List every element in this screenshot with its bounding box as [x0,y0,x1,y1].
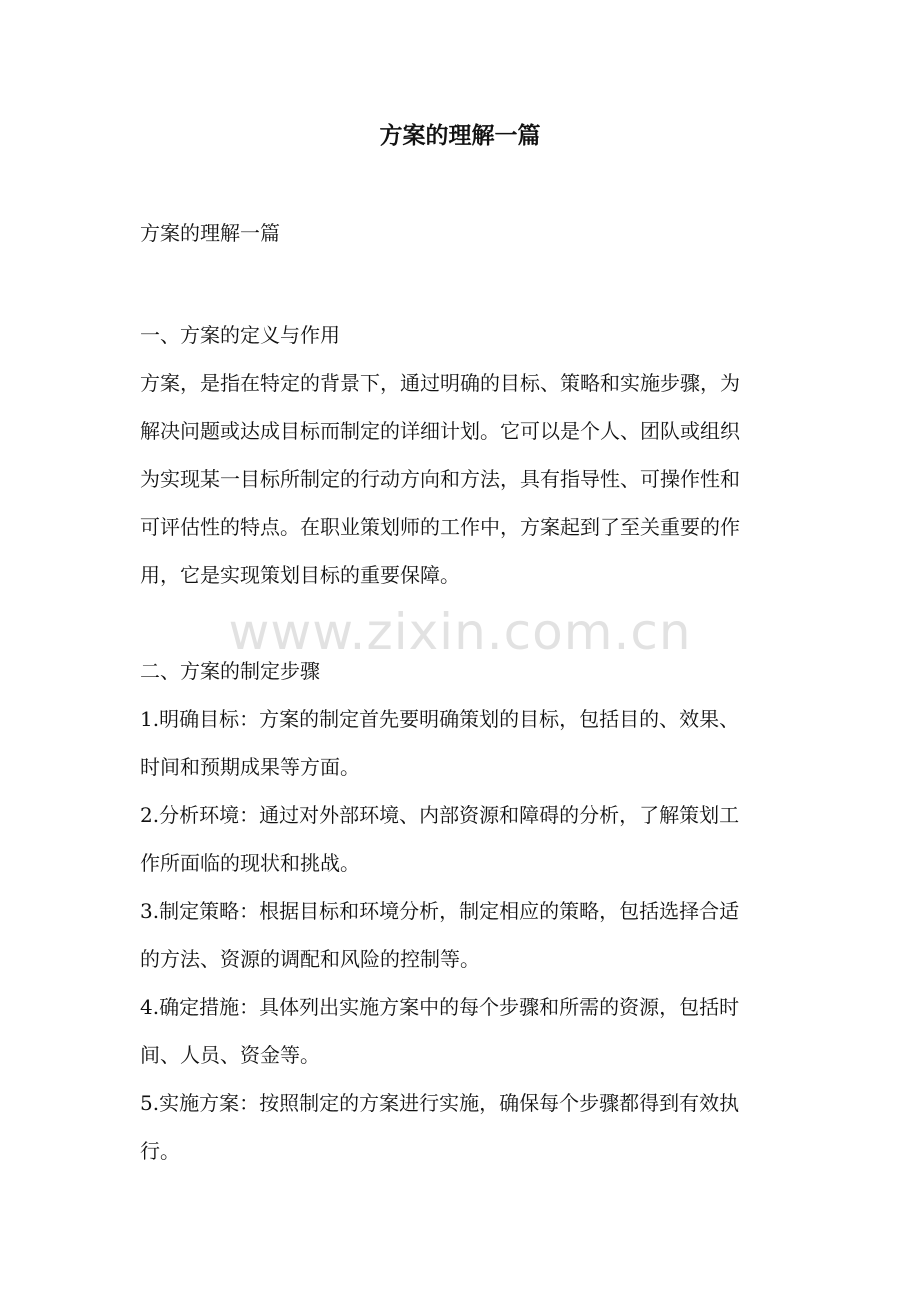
list-item-line: 5.实施方案：按照制定的方案进行实施，确保每个步骤都得到有效执 [140,1091,740,1115]
list-item-line: 的方法、资源的调配和风险的控制等。 [140,947,480,971]
list-item-line: 作所面临的现状和挑战。 [140,851,360,875]
paragraph-line: 为实现某一目标所制定的行动方向和方法，具有指导性、可操作性和 [140,467,740,491]
list-item-line: 2.分析环境：通过对外部环境、内部资源和障碍的分析，了解策划工 [140,803,740,827]
watermark: www.zixin.com.cn [228,603,692,661]
section-heading: 一、方案的定义与作用 [140,323,340,347]
list-item-line: 时间和预期成果等方面。 [140,755,360,779]
list-item-line: 4.确定措施：具体列出实施方案中的每个步骤和所需的资源，包括时 [140,995,740,1019]
document-subtitle: 方案的理解一篇 [140,221,280,245]
section-spacer [140,599,790,647]
list-item-line: 3.制定策略：根据目标和环境分析，制定相应的策略，包括选择合适 [140,899,740,923]
list-item-line: 间、人员、资金等。 [140,1043,320,1067]
document-title: 方案的理解一篇 [379,122,541,149]
paragraph-line: 用，它是实现策划目标的重要保障。 [140,563,460,587]
list-item-line: 1.明确目标：方案的制定首先要明确策划的目标，包括目的、效果、 [140,707,740,731]
section-heading: 二、方案的制定步骤 [140,659,320,683]
list-item-line: 行。 [140,1139,180,1163]
paragraph-line: 可评估性的特点。在职业策划师的工作中，方案起到了至关重要的作 [140,515,740,539]
paragraph-line: 方案，是指在特定的背景下，通过明确的目标、策略和实施步骤，为 [140,371,740,395]
document-body [140,311,790,1175]
paragraph-line: 解决问题或达成目标而制定的详细计划。它可以是个人、团队或组织 [140,419,740,443]
